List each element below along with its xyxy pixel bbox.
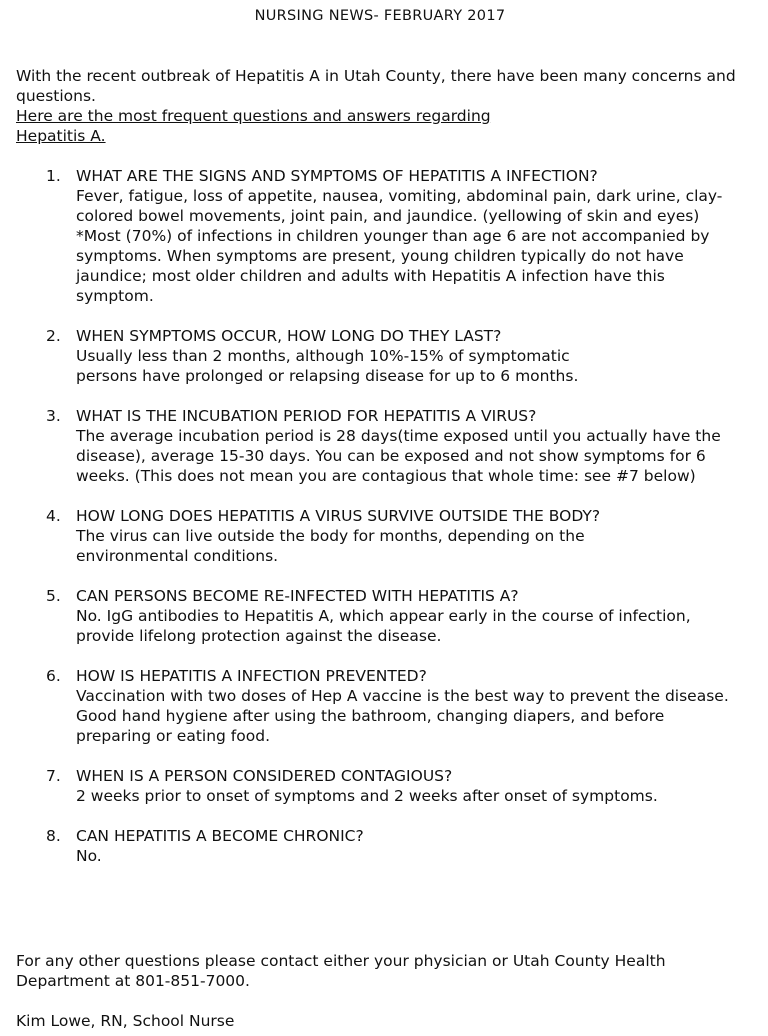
faq-item-1 — [16, 166, 736, 306]
faq-question: WHAT ARE THE SIGNS AND SYMPTOMS OF HEPATITIS A INFECTION? — [76, 167, 598, 185]
faq-number: 1. — [46, 167, 61, 185]
faq-question: WHAT IS THE INCUBATION PERIOD FOR HEPATITIS A VIRUS? — [76, 407, 537, 425]
faq-item-8 — [16, 826, 736, 866]
intro-underlined-line-1: Here are the most frequent questions and answers regarding — [16, 107, 491, 125]
faq-number: 3. — [46, 407, 61, 425]
faq-number: 6. — [46, 667, 61, 685]
closing-paragraph: For any other questions please contact either your physician or Utah County Health Department at 801-851-7000. — [16, 952, 666, 990]
intro-underlined-line-2: Hepatitis A. — [16, 127, 106, 145]
faq-question: HOW IS HEPATITIS A INFECTION PREVENTED? — [76, 667, 427, 685]
faq-answer: No. IgG antibodies to Hepatitis A, which appear early in the course of infection, provide lifelong protection against the disease. — [76, 607, 691, 645]
signature-line: Kim Lowe, RN, School Nurse — [16, 1012, 235, 1030]
faq-answer: No. — [76, 847, 102, 865]
faq-question: WHEN IS A PERSON CONSIDERED CONTAGIOUS? — [76, 767, 453, 785]
faq-number: 4. — [46, 507, 61, 525]
faq-answer: 2 weeks prior to onset of symptoms and 2 weeks after onset of symptoms. — [76, 787, 658, 805]
faq-question: CAN PERSONS BECOME RE-INFECTED WITH HEPATITIS A? — [76, 587, 519, 605]
faq-number: 7. — [46, 767, 61, 785]
faq-list — [16, 166, 736, 866]
faq-answer: The average incubation period is 28 days(time exposed until you actually have the disease), average 15-30 days. You can be exposed and not show symptoms for 6 weeks. (This does not mean you are contagious that whole time: see #7 below) — [76, 427, 721, 485]
faq-item-6 — [16, 666, 736, 746]
intro-text: With the recent outbreak of Hepatitis A in Utah County, there have been many concerns and questions. — [16, 67, 736, 105]
faq-item-5 — [16, 586, 736, 646]
faq-answer: Vaccination with two doses of Hep A vaccine is the best way to prevent the disease. Good hand hygiene after using the bathroom, changing diapers, and before preparing or eating food. — [76, 687, 729, 745]
intro-section — [16, 66, 736, 146]
faq-question: CAN HEPATITIS A BECOME CHRONIC? — [76, 827, 364, 845]
faq-number: 2. — [46, 327, 61, 345]
page-title: NURSING NEWS- FEBRUARY 2017 — [254, 8, 506, 24]
faq-note: *Most (70%) of infections in children younger than age 6 are not accompanied by symptoms. When symptoms are present, young children typically do not have jaundice; most older children and adults with Hepatitis A infection have this symptom. — [76, 227, 710, 305]
faq-item-2 — [16, 326, 736, 386]
faq-number: 5. — [46, 587, 61, 605]
faq-answer: The virus can live outside the body for months, depending on the environmental conditions. — [76, 527, 585, 565]
faq-item-4 — [16, 506, 736, 566]
faq-item-7 — [16, 766, 736, 806]
faq-item-3 — [16, 406, 736, 486]
faq-answer: Usually less than 2 months, although 10%-15% of symptomatic persons have prolonged or relapsing disease for up to 6 months. — [76, 347, 579, 385]
faq-question: HOW LONG DOES HEPATITIS A VIRUS SURVIVE OUTSIDE THE BODY? — [76, 507, 601, 525]
faq-question: WHEN SYMPTOMS OCCUR, HOW LONG DO THEY LAST? — [76, 327, 502, 345]
faq-answer: Fever, fatigue, loss of appetite, nausea, vomiting, abdominal pain, dark urine, clay-colored bowel movements, joint pain, and jaundice. (yellowing of skin and eyes) — [76, 187, 723, 225]
faq-number: 8. — [46, 827, 61, 845]
